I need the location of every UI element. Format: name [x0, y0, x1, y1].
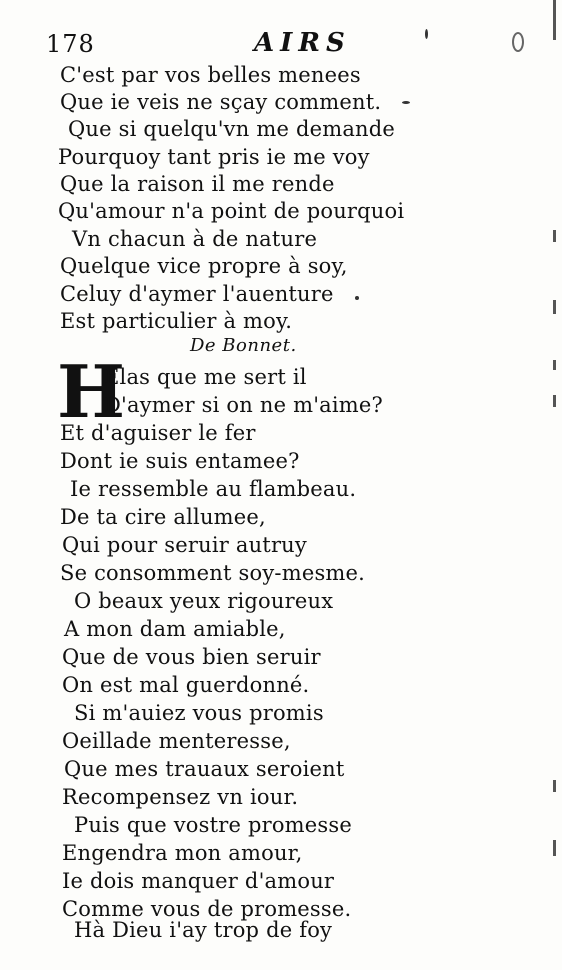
verse-line: Ie ressemble au flambeau. — [70, 477, 357, 501]
verse-line: A mon dam amiable, — [64, 617, 286, 641]
verse-line: Engendra mon amour, — [62, 841, 303, 865]
page-edge-mark — [553, 840, 556, 856]
verse-line: On est mal guerdonné. — [62, 673, 310, 697]
ink-speck — [512, 32, 524, 52]
page-edge-mark — [553, 230, 556, 242]
verse-line: De ta cire allumee, — [60, 505, 266, 529]
page-edge-mark — [553, 0, 556, 40]
verse-line: Hà Dieu i'ay trop de foy — [74, 918, 333, 942]
author-attribution: De Bonnet. — [190, 335, 297, 356]
verse-line: Si m'auiez vous promis — [74, 701, 324, 725]
verse-line: O beaux yeux rigoureux — [74, 589, 334, 613]
page-edge-mark — [553, 360, 556, 370]
verse-line: Que de vous bien seruir — [62, 645, 321, 669]
ink-speck — [402, 101, 410, 104]
ink-speck — [425, 29, 428, 39]
page-edge-mark — [553, 300, 556, 314]
verse-line: Que ie veis ne sçay comment. — [60, 90, 382, 114]
page-edge-mark — [553, 780, 556, 792]
verse-line: Qui pour seruir autruy — [62, 533, 307, 557]
page-header — [46, 26, 376, 58]
running-title: AIRS — [254, 28, 351, 58]
page-edge-mark — [553, 395, 556, 407]
verse-line: Comme vous de promesse. — [62, 897, 352, 921]
verse-line: Que si quelqu'vn me demande — [68, 117, 396, 141]
verse-line: Se consomment soy-mesme. — [60, 561, 366, 585]
verse-line: Est particulier à moy. — [60, 309, 293, 333]
drop-cap: H — [57, 349, 126, 434]
ink-speck — [355, 296, 359, 300]
verse-line: Quelque vice propre à soy, — [60, 254, 348, 278]
verse-line: Qu'amour n'a point de pourquoi — [58, 199, 405, 223]
verse-line: Oeillade menteresse, — [62, 729, 291, 753]
verse-line: Puis que vostre promesse — [74, 813, 353, 837]
page-number: 178 — [46, 30, 95, 58]
verse-line: Celuy d'aymer l'auenture — [60, 282, 334, 306]
verse-line: Elas que me sert il — [104, 365, 307, 389]
verse-line: Que mes trauaux seroient — [64, 757, 345, 781]
verse-line: Ie dois manquer d'amour — [62, 869, 335, 893]
verse-line: Dont ie suis entamee? — [60, 449, 300, 473]
verse-line: Et d'aguiser le fer — [60, 421, 256, 445]
verse-line: Pourquoy tant pris ie me voy — [58, 145, 370, 169]
verse-line: Recompensez vn iour. — [62, 785, 299, 809]
verse-line: Vn chacun à de nature — [72, 227, 318, 251]
verse-line: C'est par vos belles menees — [60, 63, 361, 87]
verse-line: D'aymer si on ne m'aime? — [104, 393, 384, 417]
verse-line: Que la raison il me rende — [60, 172, 335, 196]
